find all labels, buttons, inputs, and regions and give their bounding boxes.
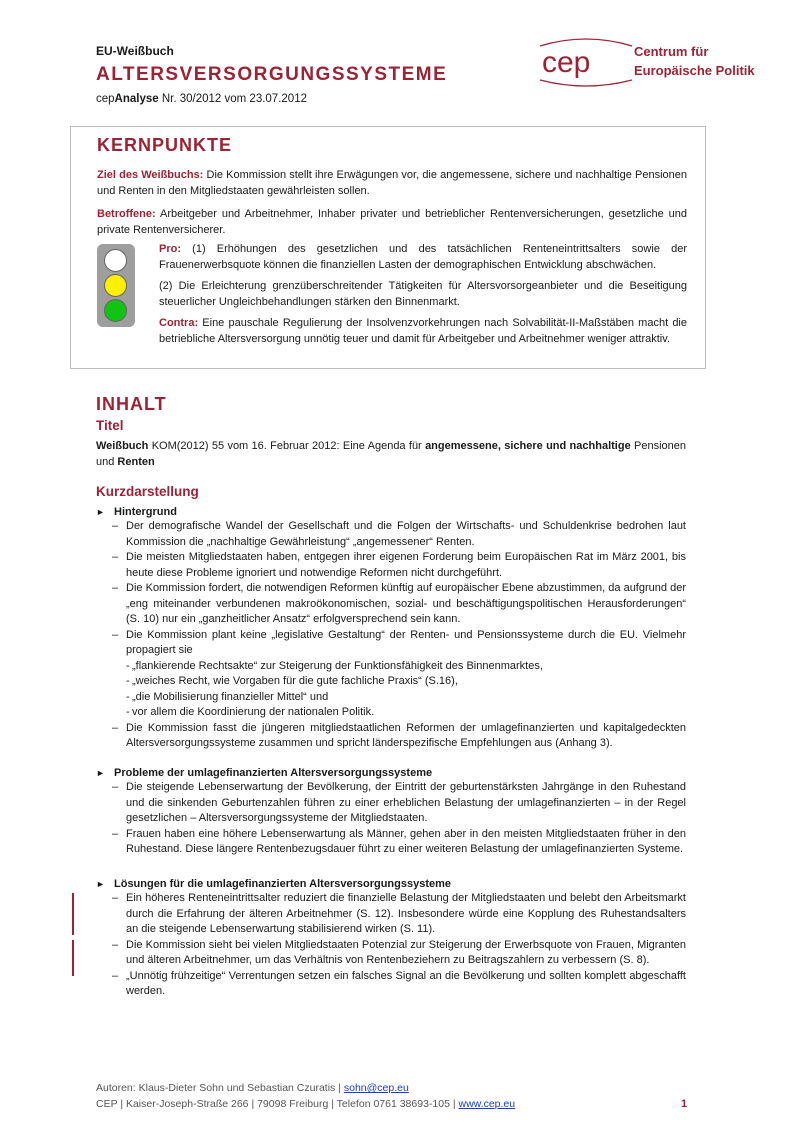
pro-paragraph: Pro: (1) Erhöhungen des gesetzlichen und des tatsächlichen Renteneintrittsalters sowie der Frauenerwerbsquote können die finanziellen Lasten der demographischen Entwicklung abschwächen. bbox=[159, 243, 687, 271]
traffic-light-green bbox=[104, 299, 127, 322]
list-item: – Ein höheres Renteneintrittsalter reduziert die finanzielle Belastung der Mitgliedstaaten und belebt den Arbeitsmarkt durch die Erfahrung der älteren Arbeitnehmer (S. 12). Insbesondere würde eine Kopplung des Ruhestandsalters an die steigende Lebenserwartung stabilisierend wirken (S. 11). bbox=[112, 891, 686, 938]
list-item: – Die Kommission fasst die jüngeren mitgliedstaatlichen Reformen der umlagefinanzierten und kapitalgedeckten Altersversorgungssysteme zusammen und spricht länderspezifische Empfehlungen aus (Anhang 3). bbox=[112, 721, 686, 752]
list-item: – Der demografische Wandel der Gesellschaft und die Folgen der Wirtschafts- und Schuldenkrise bedrohen laut Kommission die „nachhaltige Gewährleistung“ „angemessener“ Renten. bbox=[112, 519, 686, 550]
svg-text:cep: cep bbox=[542, 46, 591, 79]
loesungen-list bbox=[112, 891, 686, 1000]
triangle-bullet-icon: ► bbox=[96, 768, 105, 778]
triangle-bullet-icon: ► bbox=[96, 879, 105, 889]
inhalt-heading: INHALT bbox=[96, 394, 167, 414]
list-item: – Die Kommission plant keine „legislative Gestaltung“ der Renten- und Pensionssysteme durch die EU. Vielmehr propagiert sie bbox=[112, 628, 686, 659]
list-item: – Die meisten Mitgliedstaaten haben, entgegen ihrer eigenen Forderung beim Europäischen Rat im März 2001, bis heute diese Probleme ignoriert und notwendige Reformen nicht durchgeführt. bbox=[112, 550, 686, 581]
hintergrund-list bbox=[112, 519, 686, 752]
traffic-light-white bbox=[104, 249, 127, 272]
titel-heading: Titel bbox=[96, 418, 124, 433]
kernpunkte-title: KERNPUNKTE bbox=[97, 135, 233, 155]
sub-list-item: - „die Mobilisierung finanzieller Mittel“ und bbox=[112, 690, 686, 706]
hintergrund-heading: ► Hintergrund bbox=[96, 506, 177, 518]
footer-address: CEP | Kaiser-Joseph-Straße 266 | 79098 Freiburg | Telefon 0761 38693-105 | www.cep.eu bbox=[96, 1098, 516, 1110]
betroffene-paragraph: Betroffene: Arbeitgeber und Arbeitnehmer, Inhaber privater und betrieblicher Rentenversicherungen, gesetzliche und private Rentenversicherer. bbox=[97, 208, 687, 236]
triangle-bullet-icon: ► bbox=[96, 507, 105, 517]
sub-list-item: - „flankierende Rechtsakte“ zur Steigerung der Funktionsfähigkeit des Binnenmarktes, bbox=[112, 659, 686, 675]
list-item: – Frauen haben eine höhere Lebenserwartung als Männer, gehen aber in den meisten Mitgliedstaaten früher in den Ruhestand. Diese längere Rentenbezugsdauer führt zu einer weiteren Belastung der umlagefinanzierten Systeme. bbox=[112, 827, 686, 858]
kernpunkte-box bbox=[70, 126, 706, 369]
logo-text: Centrum für Europäische Politik bbox=[634, 44, 755, 78]
list-item: – Die steigende Lebenserwartung der Bevölkerung, der Eintritt der geburtenstärksten Jahrgänge in den Ruhestand und die sinkenden Geburtenzahlen führen zu einer erheblichen Belastung der umlagefinanzierten – in der Regel gesetzlichen – Altersversorgungssysteme der Mitgliedstaaten. bbox=[112, 780, 686, 827]
ziel-paragraph: Ziel des Weißbuchs: Die Kommission stellt ihre Erwägungen vor, die angemessene, sichere und nachhaltige Pensionen und Renten in den Mitgliedstaaten gewährleisten sollen. bbox=[97, 169, 687, 197]
revision-bar bbox=[72, 893, 74, 935]
cep-logo-icon bbox=[536, 34, 636, 94]
footer-authors: Autoren: Klaus-Dieter Sohn und Sebastian Czuratis | sohn@cep.eu bbox=[96, 1082, 409, 1094]
cep-logo bbox=[536, 34, 766, 94]
website-link[interactable]: www.cep.eu bbox=[458, 1098, 516, 1110]
sub-list-item: - vor allem die Koordinierung der nationalen Politik. bbox=[112, 705, 686, 721]
email-link[interactable]: sohn@cep.eu bbox=[343, 1082, 409, 1094]
loesungen-heading: ► Lösungen für die umlagefinanzierten Altersversorgungssysteme bbox=[96, 878, 452, 890]
list-item: – „Unnötig frühzeitige“ Verrentungen setzen ein falsches Signal an die Bevölkerung und sollten komplett abgeschafft werden. bbox=[112, 969, 686, 1000]
list-item: – Die Kommission sieht bei vielen Mitgliedstaaten Potenzial zur Steigerung der Erwerbsquote von Frauen, Migranten und älteren Arbeitnehmer, um das Verhältnis von Rentenbeziehern zu Beitragszahlern zu verbessern (S. 8). bbox=[112, 938, 686, 969]
titel-paragraph: Weißbuch KOM(2012) 55 vom 16. Februar 2012: Eine Agenda für angemessene, sichere und nachhaltige Pensionen und Renten bbox=[96, 440, 687, 468]
analysis-number: cepAnalyse Nr. 30/2012 vom 23.07.2012 bbox=[96, 93, 307, 105]
contra-paragraph: Contra: Eine pauschale Regulierung der Insolvenzvorkehrungen nach Solvabilität-II-Maßstäben macht die betriebliche Altersversorgung unnötig teuer und damit für Arbeitgeber und Arbeitnehmer weniger attraktiv. bbox=[159, 317, 687, 345]
pro-paragraph-2: (2) Die Erleichterung grenzüberschreitender Tätigkeiten für Altersvorsorgeanbieter und die Beseitigung steuerlicher Ungleichbehandlungen stärken den Binnenmarkt. bbox=[159, 280, 687, 308]
traffic-light-icon bbox=[97, 244, 135, 327]
revision-bar bbox=[72, 940, 74, 976]
sub-list-item: - „weiches Recht, wie Vorgaben für die gute fachliche Praxis“ (S.16), bbox=[112, 674, 686, 690]
kurzdarstellung-heading: Kurzdarstellung bbox=[96, 484, 199, 499]
probleme-list bbox=[112, 780, 686, 858]
document-label: EU-Weißbuch bbox=[96, 44, 174, 58]
page-number: 1 bbox=[681, 1098, 688, 1110]
document-title: ALTERSVERSORGUNGSSYSTEME bbox=[96, 64, 448, 85]
probleme-heading: ► Probleme der umlagefinanzierten Altersversorgungssysteme bbox=[96, 767, 433, 779]
list-item: – Die Kommission fordert, die notwendigen Reformen künftig auf europäischer Ebene abzustimmen, da aufgrund der „eng miteinander verbundenen makroökonomischen, sozial- und beschäftigungspolitischen Herausforderungen“ (S. 10) nur ein „ganzheitlicher Ansatz“ erfolgversprechend sein kann. bbox=[112, 581, 686, 628]
traffic-light-yellow bbox=[104, 274, 127, 297]
